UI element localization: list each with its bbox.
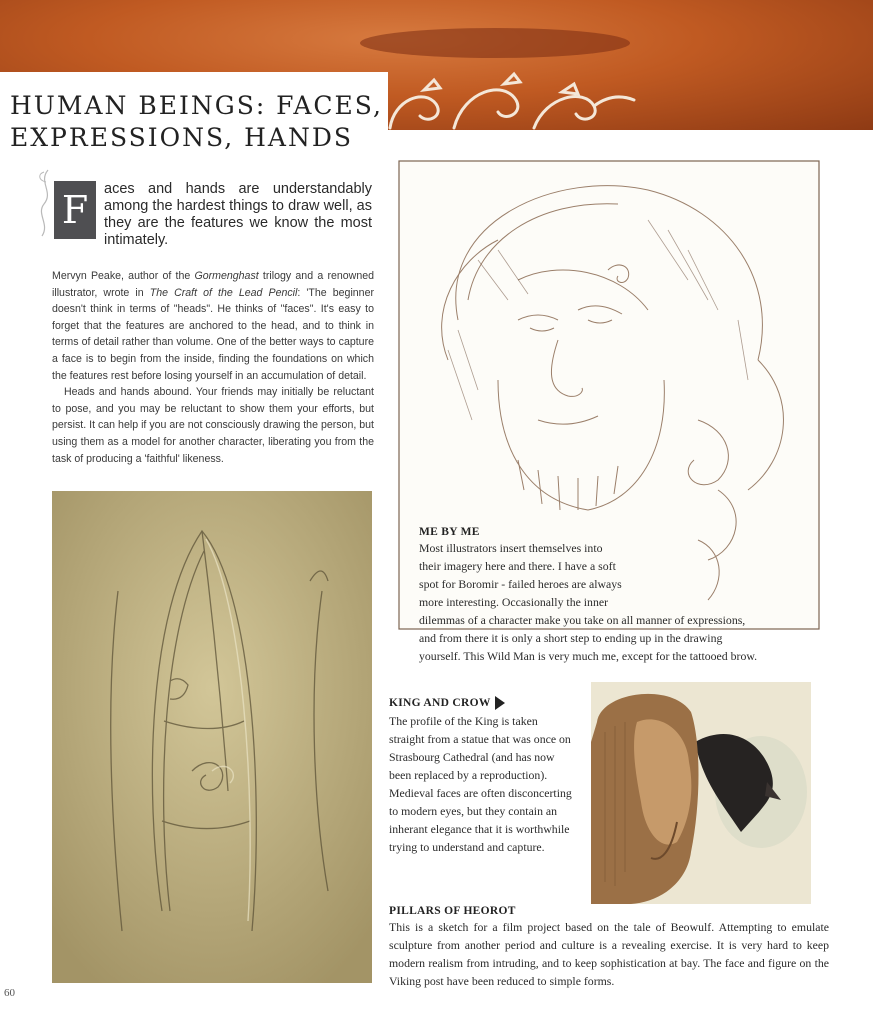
body-p1-text-c: : 'The beginner doesn't think in terms of "heads". He thinks of "faces". It's easy to forget that the features are anchored to the head, and to think in terms of detail rather than volume. One of the better ways to capture a face is to begin from the inside, finding the foundations on which the features rest before losing yourself in an accumulation of detail. — [52, 286, 374, 382]
caption-king-and-crow-title: KING AND CROW — [389, 697, 491, 709]
page-title — [10, 90, 383, 154]
caption-me-by-me-line: their imagery here and there. I have a soft — [419, 559, 616, 573]
caption-me-by-me — [419, 526, 791, 665]
caption-me-by-me-line: dilemmas of a character make you take on all manner of expressions, — [419, 613, 746, 627]
caption-me-by-me-title: ME BY ME — [419, 526, 480, 538]
face-mouth-shading — [360, 28, 630, 58]
body-text — [52, 268, 374, 467]
caption-pillars-of-heorot-title: PILLARS OF HEOROT — [389, 905, 516, 917]
body-p1-text-a: Mervyn Peake, author of the — [52, 270, 195, 282]
book-title-craft-of-lead-pencil: The Craft of the Lead Pencil — [149, 286, 298, 299]
caption-king-and-crow-heading — [389, 696, 574, 710]
caption-me-by-me-line: more interesting. Occasionally the inner — [419, 595, 609, 609]
caption-me-by-me-line: yourself. This Wild Man is very much me, except for the tattooed brow. — [419, 649, 758, 663]
caption-me-by-me-text — [419, 539, 791, 665]
intro-paragraph: aces and hands are understandably among the hardest things to draw well, as they are the features we know the most intimately. — [104, 181, 372, 248]
caption-pillars-of-heorot — [389, 905, 829, 990]
caption-king-and-crow-text: The profile of the King is taken straight from a statue that was once on Strasbourg Cathedral (and has now been replaced by a reproduction). Medieval faces are often disconcerting to modern eyes, but they contain an inherant elegance that it is worthwhile trying to understand and capture. — [389, 714, 572, 854]
body-paragraph-2: Heads and hands abound. Your friends may initially be reluctant to pose, and you may be reluctant to show them your efforts, but persist. It can help if you are not consciously drawing the person, but using them as a model for another character, liberating you from the task of producing a 'faithful' likeness. — [52, 386, 374, 465]
body-paragraph-1 — [52, 268, 374, 384]
page-number: 60 — [4, 987, 15, 999]
vine-ornament-icon — [384, 70, 644, 130]
caption-king-and-crow — [389, 696, 574, 856]
caption-me-by-me-line: and from there it is only a short step to ending up in the drawing — [419, 631, 723, 645]
drop-cap-letter: F — [54, 181, 96, 239]
caption-pillars-of-heorot-text: This is a sketch for a film project based on the tale of Beowulf. Attempting to emulate sculpture from another period and culture is a revealing exercise. It is very hard to keep modern realism from intruding, and to keep sophistication at bay. The face and figure on the Viking post have been reduced to simple forms. — [389, 920, 829, 988]
body-p1-text-b: trilogy and a renowned illustrator, wrote in — [52, 270, 374, 299]
caption-me-by-me-line: spot for Boromir - failed heroes are always — [419, 577, 622, 591]
page-title-line-2: EXPRESSIONS, HANDS — [10, 123, 354, 152]
book-title-gormenghast: Gormenghast — [194, 270, 259, 282]
pillars-of-heorot-sketch-image — [52, 491, 372, 983]
decorative-vine-icon — [34, 168, 56, 238]
arrow-right-icon — [495, 696, 505, 710]
caption-me-by-me-line: Most illustrators insert themselves into — [419, 541, 603, 555]
page-title-line-1: HUMAN BEINGS: FACES, — [10, 91, 383, 120]
king-and-crow-image — [591, 682, 811, 904]
